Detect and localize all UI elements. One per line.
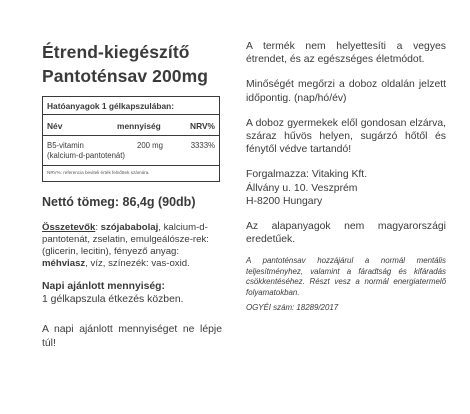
distributor-line1: Forgalmazza: Vitaking Kft. [246,169,368,181]
allergen-soy: szójababolaj [100,222,159,233]
product-type: Étrend-kiegészítő [42,42,190,62]
registration-number: OGYÉI szám: 18289/2017 [246,303,339,313]
dose-title: Napi ajánlott mennyiség: [42,281,165,292]
table-footnote: NRV%: referencia beviteli érték felnőttek számára. [47,170,150,175]
table-heading: Hatóanyagok 1 gélkapszulában: [43,97,219,115]
health-claim: A pantoténsav hozzájárul a normál mentális teljesítményhez, valamint a fáradtság és kifáradás csökkentéséhez. Részt vesz a normál energiatermelő folyamatokban. [246,256,446,297]
storage-notice: A doboz gyermekek elől gondosan elzárva, száraz hűvös helyen, sugárzó hőtől és fénytől védve tartandó! [246,117,446,156]
net-weight: Nettó tömeg: 86,4g (90db) [42,195,196,209]
origin-notice: Az alapanyagok nem magyarországi eredetűek. [246,221,446,246]
nutrition-table [42,96,220,182]
ingredients-text1: , kalcium-d-pantotenát, zselatin, emulgeálósze-rek: (glicerin, lecitin), fényező anyag: [42,222,209,257]
distributor-line2: Állvány u. 10. Veszprém [246,182,358,194]
table-header-row [43,115,219,136]
best-before: Minőségét megőrzi a doboz oldalán jelzett időpontig. (nap/hó/év) [246,79,446,104]
col-amount: mennyiség [117,121,161,131]
ingredients-colon: : [95,222,101,233]
product-name: Pantoténsav 200mg [42,66,209,86]
dose-text: 1 gélkapszula étkezés közben. [42,294,184,305]
distributor [246,168,446,208]
ingredients [42,222,222,270]
row-nrv: 3333% [190,141,215,150]
row-name [47,141,137,161]
table-row [43,136,219,166]
diet-notice: A termék nem helyettesíti a vegyes étrendet, és az egészséges életmódot. [246,41,446,66]
row-amount: 200 mg [137,141,164,150]
ingredients-label: Összetevők [42,222,96,233]
distributor-line3: H-8200 Hungary [246,195,323,207]
dose-warning: A napi ajánlott mennyiséget ne lépje túl! [42,324,222,349]
left-column [42,40,222,350]
row-name-line2: (kalcium-d-pantotenát) [47,151,126,160]
ingredients-text2: , víz, színezék: vas-oxid. [85,258,190,269]
right-column [246,40,446,313]
row-name-line1: B5-vitamin [47,141,84,150]
col-name: Név [47,121,63,131]
col-nrv: NRV% [190,121,215,131]
allergen-beeswax: méhviasz [42,258,86,269]
